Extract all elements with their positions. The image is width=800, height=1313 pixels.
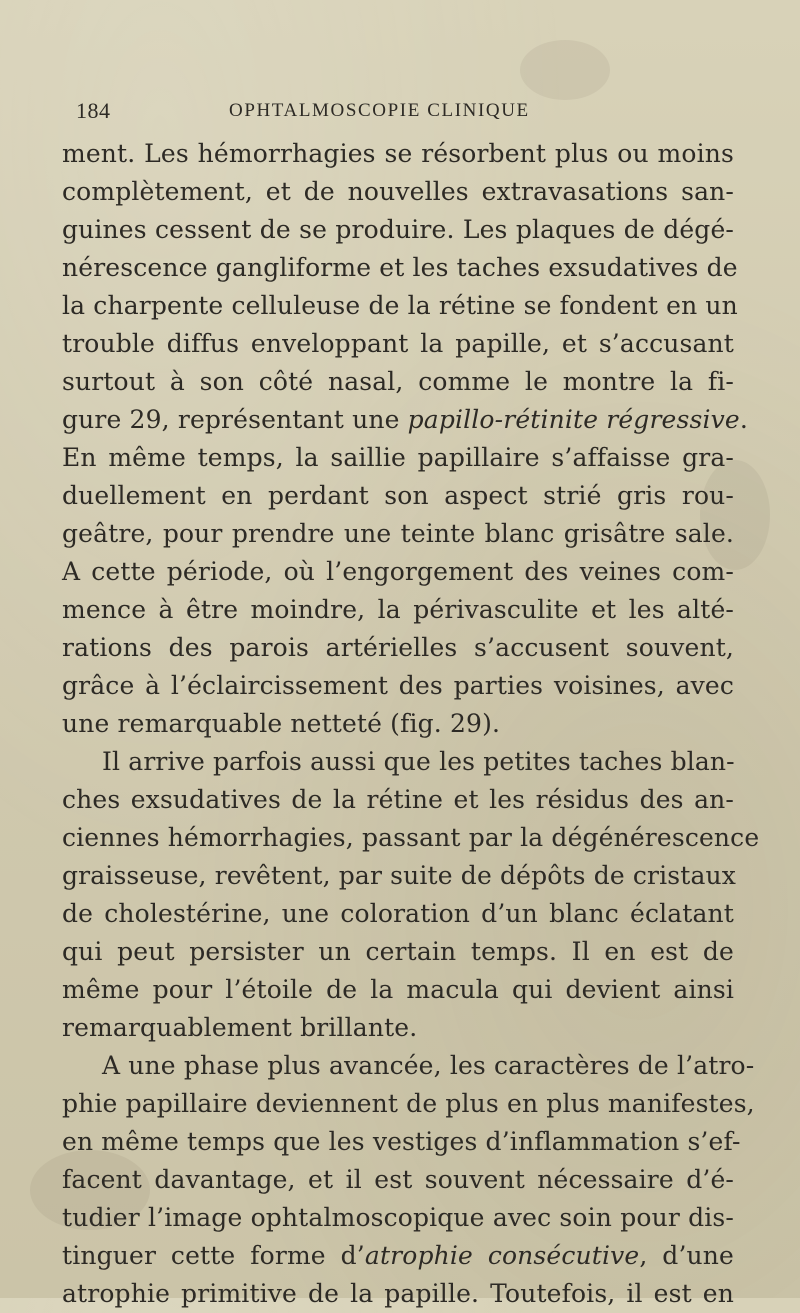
- text-line: [62, 933, 734, 971]
- text-segment: qui peut persister un certain temps. Il en est de: [62, 937, 734, 966]
- text-line: [62, 667, 734, 705]
- text-segment: trouble diffus enveloppant la papille, et s’accusant: [62, 329, 734, 358]
- text-line: [62, 1237, 734, 1275]
- text-line: [62, 819, 760, 857]
- text-line: [62, 211, 734, 249]
- text-segment: phie papillaire deviennent de plus en plus manifestes,: [62, 1089, 755, 1118]
- text-segment: surtout à son côté nasal, comme le montre la fi-: [62, 367, 734, 396]
- text-segment: nérescence gangliforme et les taches exsudatives de: [62, 253, 738, 282]
- text-segment: grâce à l’éclaircissement des parties voisines, avec: [62, 671, 734, 700]
- text-segment: ches exsudatives de la rétine et les résidus des an-: [62, 785, 734, 814]
- text-line: [62, 515, 734, 553]
- text-line: [62, 553, 734, 591]
- text-line: [62, 287, 738, 325]
- text-line: [62, 1161, 734, 1199]
- text-segment: .: [739, 405, 748, 434]
- text-line: [62, 1123, 741, 1161]
- text-segment: graisseuse, revêtent, par suite de dépôts de cristaux: [62, 861, 737, 890]
- text-line: [62, 1275, 734, 1313]
- text-segment: de cholestérine, une coloration d’un blanc éclatant: [62, 899, 734, 928]
- text-line: [62, 857, 737, 895]
- text-line: [62, 895, 734, 933]
- text-line: [62, 363, 734, 401]
- text-segment: Il arrive parfois aussi que les petites taches blan-: [102, 747, 735, 776]
- text-segment: rations des parois artérielles s’accusent souvent,: [62, 633, 734, 662]
- paper-stain: [520, 40, 610, 100]
- text-segment: guines cessent de se produire. Les plaques de dégé-: [62, 215, 734, 244]
- text-line: [62, 439, 734, 477]
- text-line: [62, 591, 734, 629]
- page-header: [68, 98, 728, 128]
- text-segment: en même temps que les vestiges d’inflammation s’ef-: [62, 1127, 741, 1156]
- text-line: [62, 325, 734, 363]
- text-line: [62, 1085, 755, 1123]
- text-segment: gure 29, représentant une: [62, 405, 408, 434]
- running-head: OPHTALMOSCOPIE CLINIQUE: [229, 100, 530, 121]
- text-segment: ment. Les hémorrhagies se résorbent plus ou moins: [62, 139, 734, 168]
- text-segment: mence à être moindre, la périvasculite et les alté-: [62, 595, 734, 624]
- text-segment: tudier l’image ophtalmoscopique avec soin pour dis-: [62, 1203, 734, 1232]
- text-segment: complètement, et de nouvelles extravasations san-: [62, 177, 734, 206]
- text-line: [62, 173, 734, 211]
- body-text: [62, 135, 760, 1313]
- text-segment: , d’une: [639, 1241, 734, 1270]
- text-line: [62, 401, 748, 439]
- text-segment: même pour l’étoile de la macula qui devient ainsi: [62, 975, 734, 1004]
- text-line: [62, 135, 734, 173]
- text-segment: geâtre, pour prendre une teinte blanc grisâtre sale.: [62, 519, 734, 548]
- page-number: 184: [76, 98, 111, 123]
- text-line: [62, 1199, 734, 1237]
- text-line: [62, 781, 734, 819]
- text-segment: ciennes hémorrhagies, passant par la dégénérescence: [62, 823, 760, 852]
- text-line: [62, 971, 734, 1009]
- text-segment: En même temps, la saillie papillaire s’affaisse gra-: [62, 443, 734, 472]
- italic-term: papillo-rétinite régressive: [407, 405, 740, 434]
- text-segment: facent davantage, et il est souvent nécessaire d’é-: [62, 1165, 734, 1194]
- text-line: [62, 743, 734, 781]
- text-segment: A cette période, où l’engorgement des veines com-: [62, 557, 734, 586]
- text-segment: remarquablement brillante.: [62, 1013, 418, 1042]
- text-segment: duellement en perdant son aspect strié gris rou-: [62, 481, 734, 510]
- italic-term: atrophie consécutive: [364, 1241, 640, 1270]
- text-line: [62, 1009, 734, 1047]
- text-segment: tinguer cette forme d’: [62, 1241, 365, 1270]
- text-line: [62, 629, 734, 667]
- text-segment: A une phase plus avancée, les caractères de l’atro-: [102, 1051, 755, 1080]
- text-segment: la charpente celluleuse de la rétine se fondent en un: [62, 291, 738, 320]
- text-line: [62, 249, 738, 287]
- text-segment: une remarquable netteté (fig. 29).: [62, 709, 501, 738]
- text-line: [62, 705, 734, 743]
- text-line: [62, 1047, 755, 1085]
- text-segment: atrophie primitive de la papille. Toutefois, il est en: [62, 1279, 734, 1308]
- text-line: [62, 477, 734, 515]
